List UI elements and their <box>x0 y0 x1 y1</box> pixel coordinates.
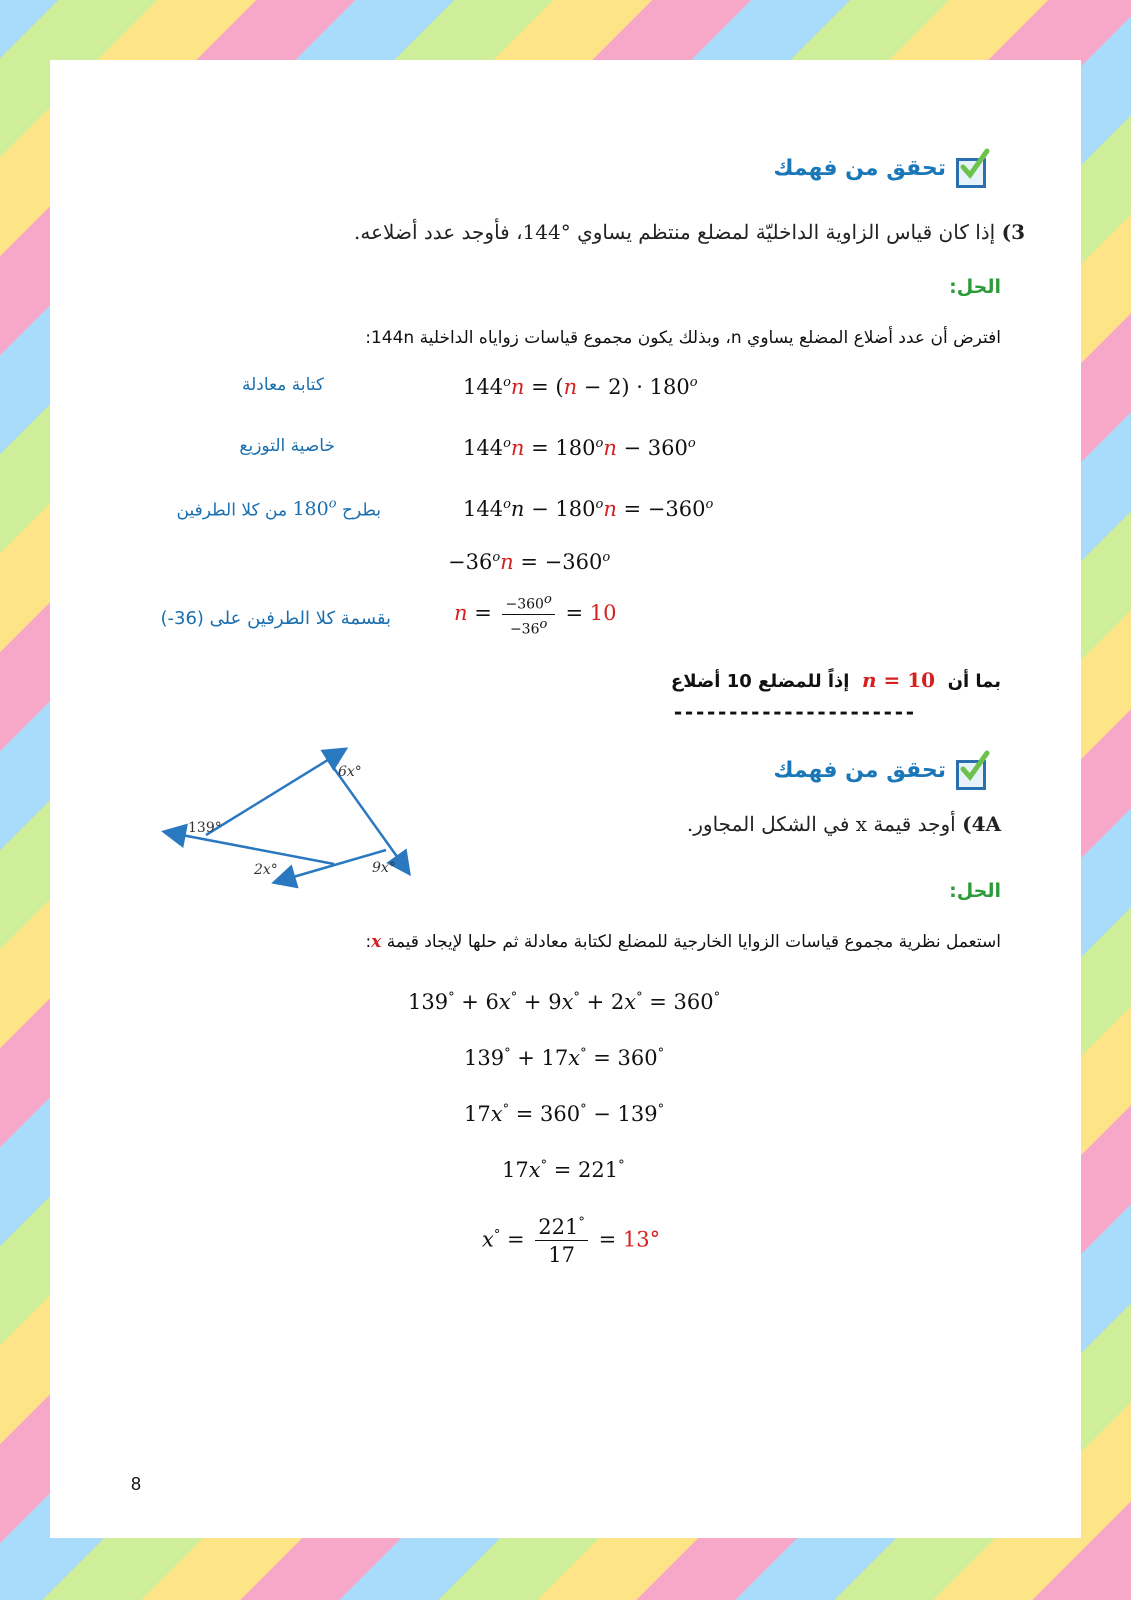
conclusion <box>671 668 1001 692</box>
solution-label: الحل: <box>949 276 1001 298</box>
equation-1: $144^on = (n - 2) \cdot 180^o$ <box>463 375 698 399</box>
question-text: إذا كان قياس الزاوية الداخليّة لمضلع منتظم يساوي °144، فأوجد عدد أضلاعه. <box>354 220 996 244</box>
polygon-figure <box>158 740 428 890</box>
checkmark-icon <box>956 158 986 188</box>
question-number: 3) <box>1001 220 1025 244</box>
conclusion-suffix: إذاً للمضلع 10 أضلاع <box>670 671 850 692</box>
question-number: 4A) <box>962 812 1001 836</box>
figure-label-2x: 2x° <box>254 862 278 878</box>
equation-3: $144^on - 180^on = -360^o$ <box>463 497 714 521</box>
page-number: 8 <box>131 1474 142 1494</box>
section-heading: تحقق من فهمك <box>773 156 946 181</box>
note-value: 180$^o$ <box>292 497 337 521</box>
question-text: أوجد قيمة x في الشكل المجاور. <box>686 812 956 836</box>
equation-7: 139° + 17x° = 360° <box>464 1046 665 1070</box>
note-suffix: من كلا الطرفين <box>176 500 288 521</box>
equation-4: $-36^on = -360^o$ <box>448 550 611 574</box>
note-prefix: بطرح <box>341 500 381 521</box>
equation-5: n = $\frac{-360^o}{-36^o}$ = 10 <box>454 592 617 638</box>
result-value: 13° <box>622 1227 661 1252</box>
question-4a <box>581 812 1001 836</box>
step-note-2: خاصية التوزيع <box>239 436 335 456</box>
checkmark-icon <box>956 760 986 790</box>
step-note-5: بقسمة كلا الطرفين على (36-) <box>160 608 391 629</box>
figure-label-139: 139° <box>188 820 222 836</box>
step-note-3 <box>177 497 381 520</box>
solution-label: الحل: <box>949 880 1001 902</box>
section-heading: تحقق من فهمك <box>773 758 946 783</box>
figure-label-9x: 9x° <box>372 860 396 876</box>
intro-text: استعمل نظرية مجموع قياسات الزوايا الخارجية للمضلع لكتابة معادلة ثم حلها لإيجاد قيمة <box>386 932 1001 952</box>
equation-2: $144^on = 180^on - 360^o$ <box>463 436 696 460</box>
equation-6: 139° + 6x° + 9x° + 2x° = 360° <box>408 990 721 1014</box>
separator: ---------------------- <box>672 700 915 724</box>
question-3 <box>325 220 1025 244</box>
worksheet-page <box>50 60 1081 1538</box>
figure-label-6x: 6x° <box>338 764 362 780</box>
intro-text-2: استعمل نظرية مجموع قياسات الزوايا الخارجية للمضلع لكتابة معادلة ثم حلها لإيجاد قيمة x: <box>365 932 1001 952</box>
conclusion-equation: n = 10 <box>862 668 936 692</box>
equation-8: 17x° = 360° − 139° <box>464 1102 665 1126</box>
conclusion-prefix: بما أن <box>947 671 1001 692</box>
intro-text: افترض أن عدد أضلاع المضلع يساوي n، وبذلك يكون مجموع قياسات زواياه الداخلية 144n: <box>365 328 1001 348</box>
intro-variable: x <box>371 932 382 952</box>
equation-9: 17x° = 221° <box>502 1158 625 1182</box>
step-note-1: كتابة معادلة <box>241 375 324 395</box>
equation-10: x° = $\frac{221^\circ}{17}$ = 13° <box>482 1215 661 1267</box>
